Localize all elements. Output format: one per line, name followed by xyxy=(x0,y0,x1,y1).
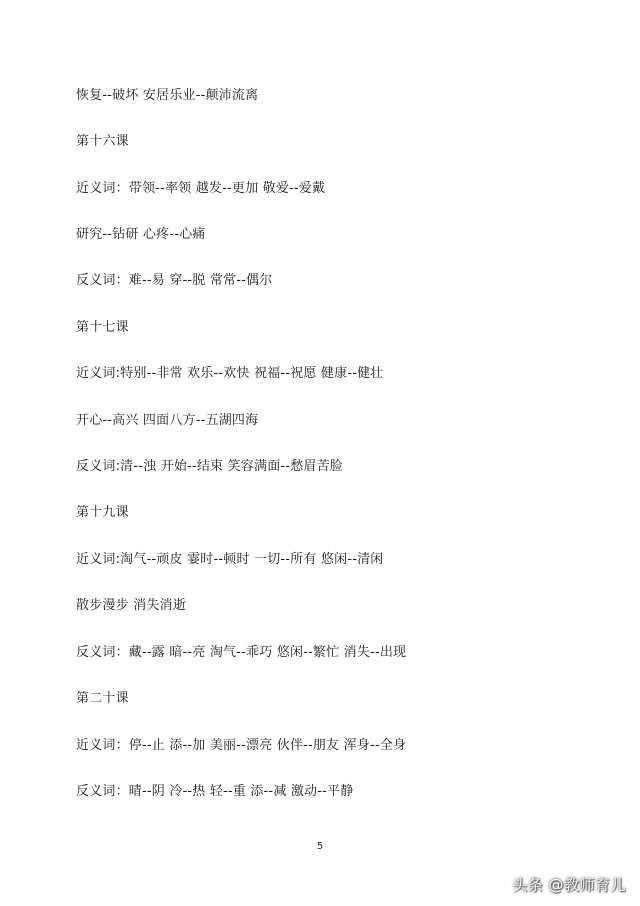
lesson-heading: 第十九课 xyxy=(76,505,129,520)
text-line: 反义词:清--浊 开始--结束 笑容满面--愁眉苦脸 xyxy=(76,459,343,474)
text-line: 近义词：停--止 添--加 美丽--漂亮 伙伴--朋友 浑身--全身 xyxy=(76,738,407,753)
text-line: 近义词:淘气--顽皮 霎时--顿时 一切--所有 悠闲--清闲 xyxy=(76,552,384,567)
text-line: 近义词：带领--率领 越发--更加 敬爱--爱戴 xyxy=(76,181,326,196)
text-line: 恢复--破坏 安居乐业--颠沛流离 xyxy=(76,88,259,103)
page-number: 5 xyxy=(316,841,324,852)
watermark: 头条 @教师育儿 xyxy=(512,876,626,894)
text-line: 反义词：晴--阴 冷--热 轻--重 添--减 激动--平静 xyxy=(76,784,354,799)
text-line: 散步漫步 消失消逝 xyxy=(76,598,186,613)
text-line: 研究--钻研 心疼--心痛 xyxy=(76,227,206,242)
text-line: 开心--高兴 四面八方--五湖四海 xyxy=(76,413,259,428)
lesson-heading: 第十六课 xyxy=(76,134,129,149)
text-line: 反义词：藏--露 暗--亮 淘气--乖巧 悠闲--繁忙 消失--出现 xyxy=(76,645,407,660)
lesson-heading: 第十七课 xyxy=(76,320,129,335)
text-line: 近义词:特别--非常 欢乐--欢快 祝福--祝愿 健康--健壮 xyxy=(76,366,384,381)
text-line: 反义词：难--易 穿--脱 常常--偶尔 xyxy=(76,273,273,288)
lesson-heading: 第二十课 xyxy=(76,691,129,706)
